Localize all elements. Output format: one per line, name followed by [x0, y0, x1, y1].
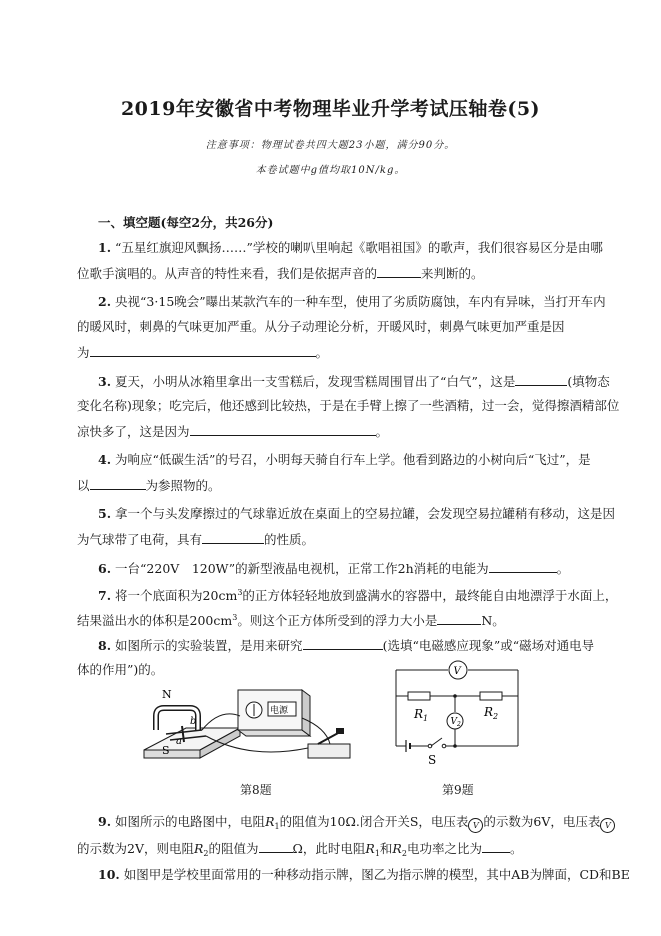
label-b: b — [190, 716, 197, 727]
question-9-line1: 9. 如图所示的电路图中，电阻$R_1$的阻值为10Ω.闭合开关S，电压表 V 的示数为6V，电压表 V — [98, 814, 615, 835]
question-3-line1: 3. 夏天，小明从冰箱里拿出一支雪糕后，发现雪糕周围冒出了“白气”，这是 (填物态 — [98, 374, 610, 389]
label-n: N — [162, 688, 172, 701]
question-3-line3: 凉快多了，这是因为 。 — [77, 424, 389, 439]
switch-s — [431, 738, 442, 746]
label-s: S — [162, 744, 170, 757]
paper-title: 2019年安徽省中考物理毕业升学考试压轴卷(5) — [120, 98, 541, 120]
question-5-line2: 为气球带了电荷，具有 的性质。 — [77, 532, 315, 547]
question-1-line1: 1. “五星红旗迎风飘扬……”学校的喇叭里响起《歌唱祖国》的歌声，我们很容易区分是由哪 — [98, 240, 603, 255]
exam-notes: 注意事项：物理试卷共四大题23小题，满分90分。 — [205, 140, 456, 151]
question-9-line2: 的示数为2V，则电阻$R_2$的阻值为 Ω，此时电阻$R_1$和$R_2$电功率之比为 。 — [77, 841, 523, 858]
knife-switch — [308, 744, 350, 758]
exam-notes-g: 本卷试题中g值均取10N/kg。 — [255, 165, 406, 176]
question-2-line1: 2. 央视“3·15晚会”曝出某款汽车的一种车型，使用了劣质防腐蚀，车内有异味，当打开车内 — [98, 294, 606, 309]
label-a: a — [176, 736, 182, 747]
section-heading: 一、填空题(每空2分，共26分) — [98, 215, 274, 230]
resistor-r2 — [480, 692, 502, 700]
figure-9-caption: 第9题 — [442, 783, 474, 797]
label-r1: $R_1$ — [414, 707, 429, 723]
resistor-r1 — [408, 692, 430, 700]
question-2-line3: 为 。 — [77, 345, 329, 360]
question-4-line1: 4. 为响应“低碳生活”的号召，小明每天骑自行车上学。他看到路边的小树向后“飞过”，是 — [98, 452, 591, 467]
voltmeter-v2-inline: V — [600, 818, 615, 833]
label-r2: $R_2$ — [484, 705, 499, 721]
svg-text:V: V — [453, 666, 461, 677]
figure-8-apparatus — [140, 688, 360, 778]
svg-text:V2: $V_2$ — [450, 717, 461, 728]
question-3-line2: 变化名称)现象；吃完后，他还感到比较热，于是在手臂上擦了一些酒精，过一会，觉得擦酒精部位 — [77, 398, 620, 413]
question-6: 6. 一台“220V 120W”的新型液晶电视机，正常工作2h消耗的电能为 。 — [98, 561, 570, 576]
question-10-line1: 10. 如图甲是学校里面常用的一种移动指示牌，图乙为指示牌的模型，其中AB为牌面，CD和BE — [98, 867, 630, 882]
question-5-line1: 5. 拿一个与头发摩擦过的气球靠近放在桌面上的空易拉罐，会发现空易拉罐稍有移动，这是因 — [98, 506, 616, 521]
question-7-line2: 结果溢出水的体积是$200cm^3$。则这个正方体所受到的浮力大小是 N。 — [77, 613, 505, 628]
power-label: 电源 — [270, 706, 289, 716]
question-2-line2: 的暖风时，刺鼻的气味更加严重。从分子动理论分析，开暖风时，刺鼻气味更加严重是因 — [77, 319, 565, 334]
question-8-line2: 体的作用”)的。 — [77, 662, 164, 677]
question-1-line2: 位歌手演唱的。从声音的特性来看，我们是依据声音的 来判断的。 — [77, 266, 484, 281]
question-7-line1: 7. 将一个底面积为$20cm^3$的正方体轻轻地放到盛满水的容器中，最终能自由地漂浮于水面上， — [98, 588, 618, 603]
voltmeter-v1-inline: V — [468, 818, 483, 833]
question-4-line2: 以 为参照物的。 — [77, 478, 221, 493]
figure-8-caption: 第8题 — [240, 783, 272, 797]
figure-9-circuit — [388, 660, 523, 766]
label-switch: S — [428, 753, 437, 766]
question-8-line1: 8. 如图所示的实验装置，是用来研究 (选填“电磁感应现象”或“磁场对通电导 — [98, 638, 595, 653]
